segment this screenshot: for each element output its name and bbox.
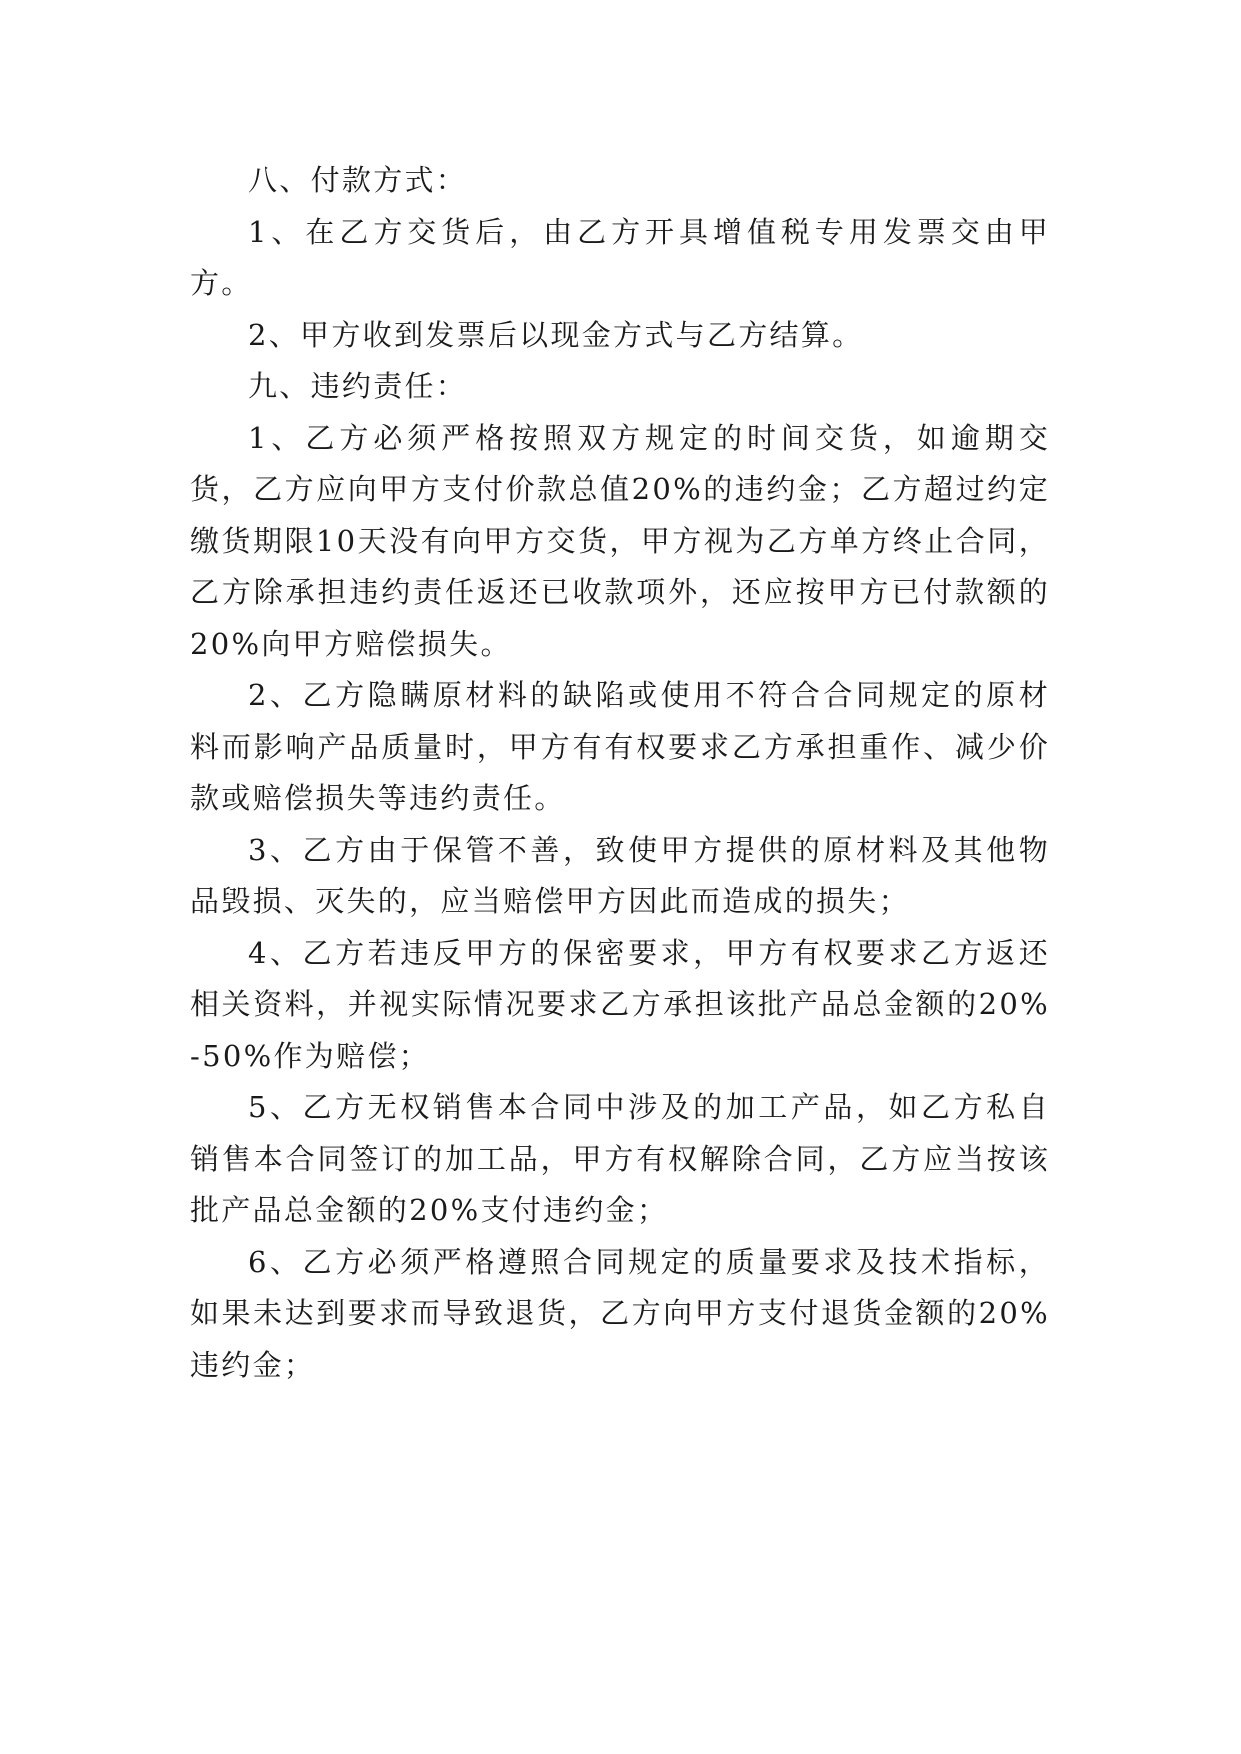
paragraph-liability-2: 2、乙方隐瞒原材料的缺陷或使用不符合合同规定的原材料而影响产品质量时，甲方有有权要求乙方承担重作、减少价款或赔偿损失等违约责任。 <box>190 678 1050 815</box>
paragraph-payment-2: 2、甲方收到发票后以现金方式与乙方结算。 <box>248 317 864 352</box>
paragraph-liability-4: 4、乙方若违反甲方的保密要求，甲方有权要求乙方返还相关资料，并视实际情况要求乙方承担该批产品总金额的20%-50%作为赔偿； <box>190 935 1050 1073</box>
paragraph-liability-3: 3、乙方由于保管不善，致使甲方提供的原材料及其他物品毁损、灭失的，应当赔偿甲方因此而造成的损失； <box>190 832 1050 918</box>
paragraph-liability-5: 5、乙方无权销售本合同中涉及的加工产品，如乙方私自销售本合同签订的加工品，甲方有权解除合同，乙方应当按该批产品总金额的20%支付违约金； <box>190 1090 1050 1227</box>
paragraph-liability-1: 1、乙方必须严格按照双方规定的时间交货，如逾期交货，乙方应向甲方支付价款总值20%的违约金；乙方超过约定缴货期限10天没有向甲方交货，甲方视为乙方单方终止合同，乙方除承担违约责任返还已收款项外，还应按甲方已付款额的20%向甲方赔偿损失。 <box>190 420 1050 661</box>
section-heading-payment: 八、付款方式： <box>248 163 468 197</box>
paragraph-payment-1: 1、在乙方交货后，由乙方开具增值税专用发票交由甲方。 <box>190 214 1050 300</box>
section-heading-liability: 九、违约责任： <box>248 369 468 403</box>
paragraph-liability-6: 6、乙方必须严格遵照合同规定的质量要求及技术指标，如果未达到要求而导致退货，乙方向甲方支付退货金额的20%违约金； <box>190 1244 1050 1382</box>
document-page <box>190 155 1050 1391</box>
